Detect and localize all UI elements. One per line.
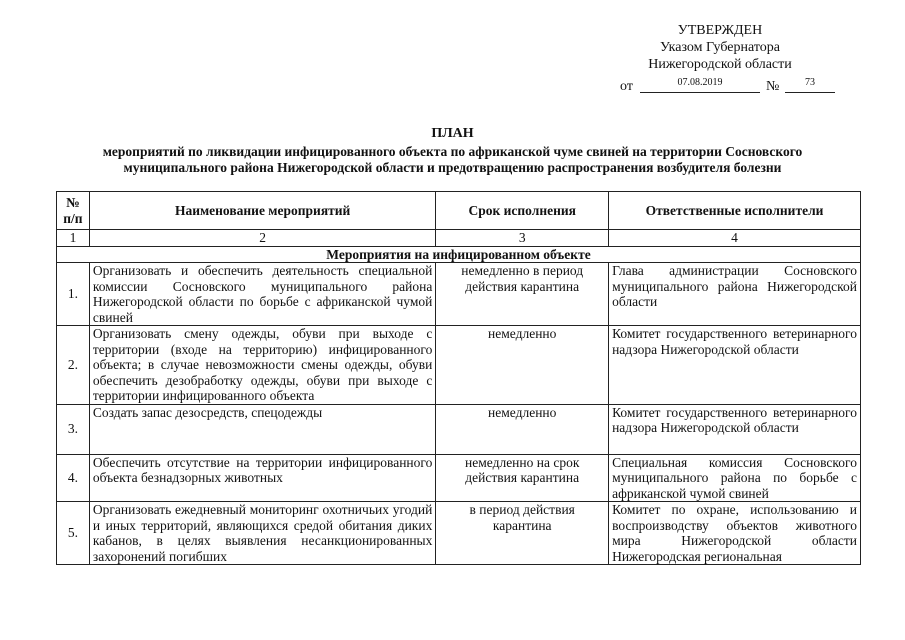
row-term: немедленно в период действия карантина — [436, 263, 609, 326]
row-number: 2. — [57, 326, 90, 405]
table-row — [57, 263, 861, 326]
row-number: 4. — [57, 454, 90, 502]
row-number: 1. — [57, 263, 90, 326]
measures-table — [56, 191, 861, 565]
row-responsible: Специальная комиссия Сосновского муниципального района по борьбе с африканской чумой свиней — [609, 454, 861, 502]
row-measure: Организовать ежедневный мониторинг охотничьих угодий и иных территорий, являющихся средой обитания диких кабанов, в целях выявления несанкционированных захоронений погибших — [89, 502, 435, 565]
row-term: немедленно на срок действия карантина — [436, 454, 609, 502]
header-responsible: Ответственные исполнители — [609, 192, 861, 230]
approval-line-decree: Указом Губернатора — [659, 40, 781, 55]
row-measure: Организовать смену одежды, обуви при выходе с территории (входе на территорию) инфицированного объекта; в случае невозможности смены одежды, обуви обеспечить дезобработку одежды, обуви при выходе с территории инфицированного объекта — [89, 326, 435, 405]
approval-stamp — [560, 22, 880, 95]
row-responsible: Комитет государственного ветеринарного надзора Нижегородской области — [609, 326, 861, 405]
row-number: 3. — [57, 404, 90, 454]
plan-subtitle-line-1: мероприятий по ликвидации инфицированного объекта по африканской чуме свиней на территории Сосновского — [102, 144, 803, 159]
approval-line-approved: УТВЕРЖДЕН — [677, 23, 763, 38]
table-row — [57, 502, 861, 565]
approval-number: 73 — [785, 77, 835, 93]
table-row — [57, 404, 861, 454]
row-measure: Организовать и обеспечить деятельность специальной комиссии Сосновского муниципального района Нижегородской области по борьбе с африканской чумой свиней — [89, 263, 435, 326]
table-row — [57, 326, 861, 405]
header-name: Наименование мероприятий — [89, 192, 435, 230]
row-responsible: Глава администрации Сосновского муниципального района Нижегородской области — [609, 263, 861, 326]
approval-date-number — [560, 75, 880, 95]
column-index: 1 — [57, 230, 90, 247]
row-term: немедленно — [436, 404, 609, 454]
row-measure: Создать запас дезосредств, спецодежды — [89, 404, 435, 454]
row-responsible: Комитет государственного ветеринарного надзора Нижегородской области — [609, 404, 861, 454]
approval-date: 07.08.2019 — [640, 77, 760, 93]
header-term: Срок исполнения — [436, 192, 609, 230]
table-header-row — [57, 192, 861, 230]
row-responsible: Комитет по охране, использованию и воспроизводству объектов животного мира Нижегородской области Нижегородская региональная — [609, 502, 861, 565]
column-index: 4 — [609, 230, 861, 247]
approval-line-region: Нижегородской области — [648, 57, 792, 72]
table-row — [57, 454, 861, 502]
number-label: № — [766, 79, 780, 94]
section-title: Мероприятия на инфицированном объекте — [57, 246, 861, 263]
row-term: немедленно — [436, 326, 609, 405]
column-index: 3 — [436, 230, 609, 247]
plan-subtitle-line-2: муниципального района Нижегородской области и предотвращению распространения возбудителя болезни — [123, 160, 782, 175]
from-label: от — [620, 79, 633, 94]
row-measure: Обеспечить отсутствие на территории инфицированного объекта безнадзорных животных — [89, 454, 435, 502]
plan-heading: ПЛАН — [431, 126, 474, 141]
header-num: № п/п — [57, 192, 90, 230]
document-title — [40, 126, 865, 176]
row-term: в период действия карантина — [436, 502, 609, 565]
column-index: 2 — [89, 230, 435, 247]
column-index-row — [57, 230, 861, 247]
section-row — [57, 246, 861, 263]
row-number: 5. — [57, 502, 90, 565]
